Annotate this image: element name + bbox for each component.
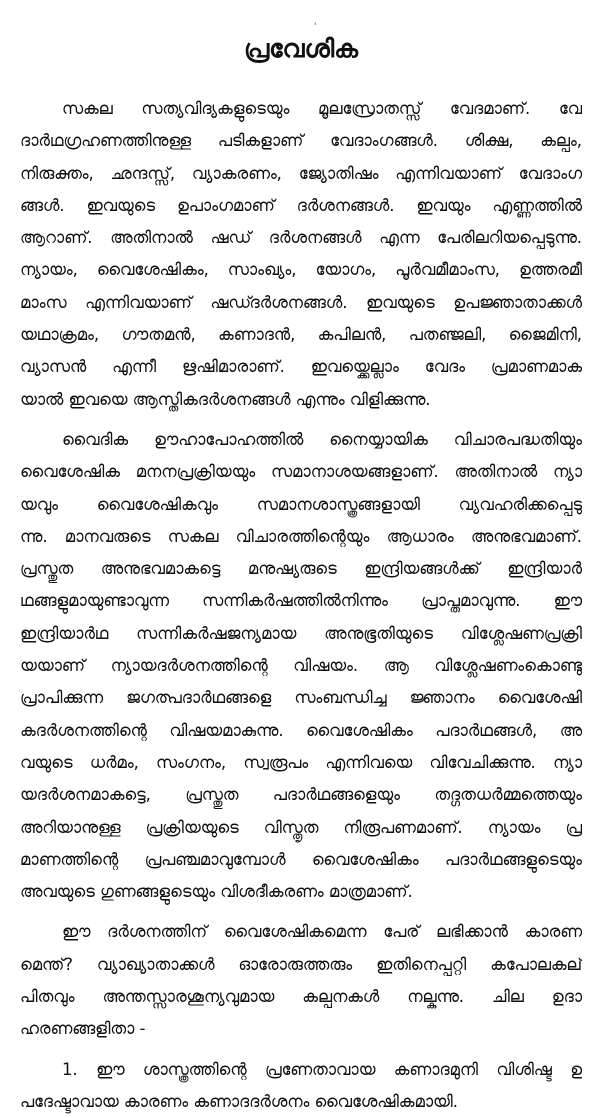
text-line: അറിയാനുള്ള പ്രക്രിയയുടെ വിസ്തൃത നിരൂപണമാണ്. ന്യായം പ്ര xyxy=(20,817,582,837)
paragraph-gap xyxy=(20,416,582,424)
paragraph-gap xyxy=(20,1046,582,1054)
text-line: നിരുക്തം, ഛന്ദസ്സ്, വ്യാകരണം, ജ്യോതിഷം എന്നിവയാണ് വേദാംഗ xyxy=(20,163,582,183)
text-line: യാൽ ഇവയെ ആസ്തികദർശനങ്ങൾ എന്നും വിളിക്കുന്നു. xyxy=(20,389,431,409)
text-line: മാണത്തിന്റെ പ്രപഞ്ചമാവുമ്പോൾ വൈശേഷികം പദാർഥങ്ങളുടെയും xyxy=(20,849,582,869)
page-mark: ' xyxy=(314,22,317,32)
paragraph-1 xyxy=(20,93,582,416)
text-line: ഥങ്ങളുമായുണ്ടാവുന്ന സന്നികർഷത്തിൽനിന്നും പ്രാപ്തമാവുന്നു. ഈ xyxy=(20,591,582,611)
text-line: സകല സത്യവിദ്യകളുടെയും മൂലസ്രോതസ്സ് വേദമാണ്. വേ xyxy=(62,99,582,118)
paragraph-3 xyxy=(20,916,582,1045)
text-line: ന്നു. മാനവരുടെ സകല വിചാരത്തിന്റെയും ആധാരം അനുഭവമാണ്. xyxy=(20,526,582,546)
text-line: വ്യാസൻ എന്നീ ഋഷിമാരാണ്. ഇവയ്ക്കെല്ലാം വേദം പ്രമാണമാക xyxy=(20,357,582,377)
text-line: മെന്ത്? വ്യാഖ്യാതാക്കൾ ഓരോരുത്തരും ഇതിനെപ്പറ്റി കപോലകല് xyxy=(20,954,582,974)
text-line: യഥാക്രമം, ഗൗതമൻ, കണാദൻ, കപിലൻ, പതഞ്ജലി, ജൈമിനി, xyxy=(20,325,582,345)
text-line: പ്രസ്തുത അനുഭവമാകട്ടെ മനുഷ്യരുടെ ഇന്ദ്രിയങ്ങൾക്ക് ഇന്ദ്രിയാർ xyxy=(20,559,582,579)
text-line: യവും വൈശേഷികവും സമാനശാസ്ത്രങ്ങളായി വ്യവഹരിക്കപ്പെടു xyxy=(20,494,582,514)
text-line: ങ്ങൾ. ഇവയുടെ ഉപാംഗമാണ് ദർശനങ്ങൾ. ഇവയും എണ്ണത്തിൽ xyxy=(20,195,582,215)
text-line: 1. ഈ ശാസ്ത്രത്തിന്റെ പ്രണേതാവായ കണാദമുനി വിശിഷ്ട ഉ xyxy=(62,1059,582,1079)
text-line: പ്രാപിക്കുന്ന ജഗത്പദാർഥങ്ങളെ സംബന്ധിച്ച ജ്ഞാനം വൈശേഷി xyxy=(20,688,582,708)
text-line: ന്യായം, വൈശേഷികം, സാംഖ്യം, യോഗം, പൂർവമീമാംസ, ഉത്തരമീ xyxy=(20,260,582,280)
text-line: കദർശനത്തിന്റെ വിഷയമാകുന്നു. വൈശേഷികം പദാർഥങ്ങൾ, അ xyxy=(20,720,582,740)
text-line: ആറാണ്. അതിനാൽ ഷഡ് ദർശനങ്ങൾ എന്ന പേരിലറിയപ്പെടുന്നു. xyxy=(20,228,582,248)
text-line: ഹരണങ്ങളിതാ - xyxy=(20,1019,146,1039)
text-line: യയാണ് ന്യായദർശനത്തിന്റെ വിഷയം. ആ വിശ്ലേഷണംകൊണ്ടു xyxy=(20,656,582,676)
text-line: ദാർഥഗ്രഹണത്തിനുള്ള പടികളാണ് വേദാംഗങ്ങൾ. ശിക്ഷ, കല്പം, xyxy=(20,131,582,151)
text-line: യദർശനമാകട്ടെ, പ്രസ്തുത പദാർഥങ്ങളെയും തദ്ഗതധർമ്മത്തെയും xyxy=(20,785,582,805)
text-line: വയുടെ ധർമം, സംഗനം, സ്വരൂപം എന്നിവയെ വിവേചിക്കുന്നു. ന്യാ xyxy=(20,752,582,772)
text-line: വൈശേഷിക മനനപ്രക്രിയയും സമാനാശയങ്ങളാണ്. അതിനാൽ ന്യാ xyxy=(20,462,582,482)
text-line: മാംസ എന്നിവയാണ് ഷഡ്ദർശനങ്ങൾ. ഇവയുടെ ഉപജ്ഞാതാക്കൾ xyxy=(20,292,582,312)
text-line: അവയുടെ ഗുണങ്ങളുടെയും വിശദീകരണം മാത്രമാണ്. xyxy=(20,882,413,902)
paragraph-2 xyxy=(20,424,582,908)
text-line: ഈ ദർശനത്തിന് വൈശേഷികമെന്ന പേര് ലഭിക്കാൻ കാരണ xyxy=(62,922,582,942)
paragraph-gap xyxy=(20,908,582,916)
paragraph-4 xyxy=(20,1054,582,1118)
text-line: ഇന്ദ്രിയാർഥ സന്നികർഷജന്യമായ അനുഭൂതിയുടെ വിശ്ലേഷണപ്രക്രി xyxy=(20,623,582,643)
text-line: പദേഷ്ടാവായ കാരണം കണാദദർശനം വൈശേഷികമായി. xyxy=(20,1091,458,1111)
text-line: പിതവും അന്തസ്സാരശൂന്യവുമായ കല്പനകൾ നല്കുന്നു. ചില ഉദാ xyxy=(20,987,582,1007)
text-line: വൈദിക ഊഹാപോഹത്തിൽ നൈയ്യായിക വിചാരപദ്ധതിയും xyxy=(62,429,582,449)
page-title: പ്രവേശിക xyxy=(243,34,359,63)
